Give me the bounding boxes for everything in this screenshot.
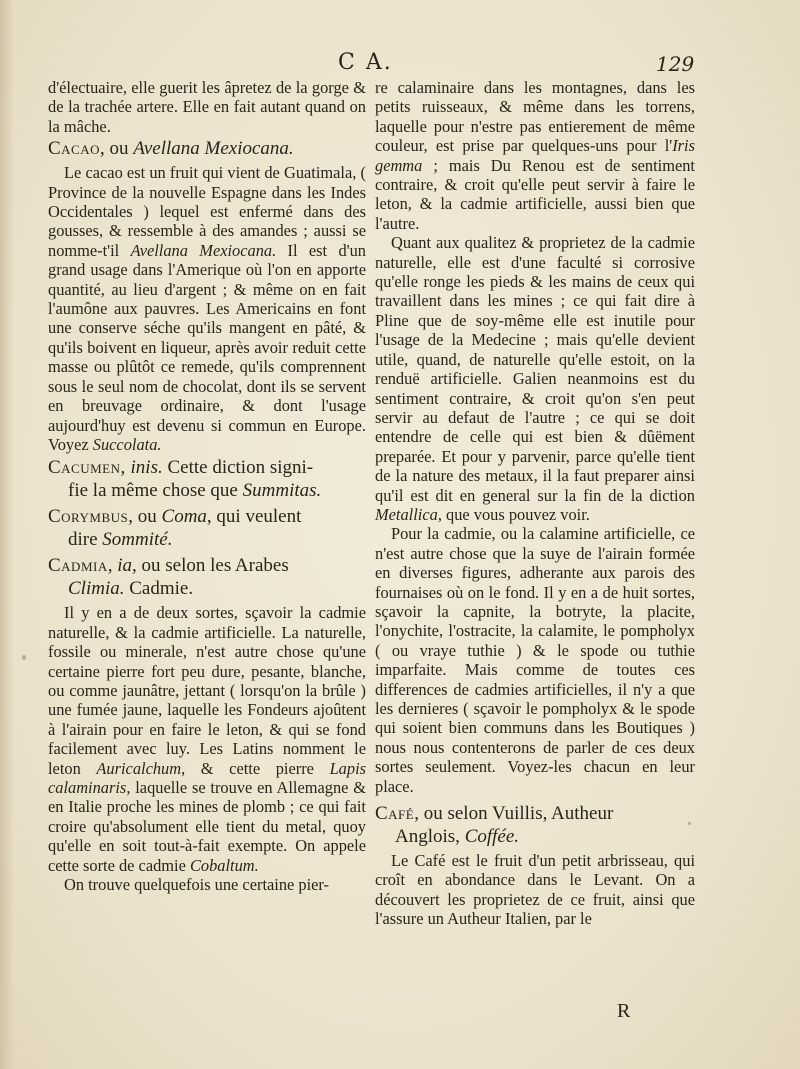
entry-latin-name: Coma — [161, 506, 207, 528]
entry-text: fie la même chose que — [68, 480, 243, 502]
entry-text: Cadmie. — [124, 578, 194, 600]
paragraph — [375, 78, 695, 233]
entry-separator: , ou — [100, 138, 134, 160]
entry-term: Corymbus — [48, 506, 129, 528]
text-run: ; mais Du Renou est de sentiment contraire, & croit qu'elle peut servir à faire le leton, & la cadmie artificielle, aussi bien que l'autre. — [375, 155, 695, 233]
right-column — [375, 78, 695, 929]
text-run: Quant aux qualitez & proprietez de la cadmie naturelle, elle est d'une faculté si corrosive qu'elle ronge les pieds & les mains de ceux qui travaillent dans les mines ; ce qui fait dire à Pline que de soy-même elle est inutile pour l'usage de la Medecine ; mais qu'elle devient utile, quand, de naturelle qu'elle estoit, on la renduë artificielle. Galien neanmoins est du sentiment contraire, & croit qu'on s'en peut servir au defaut de l'autre ; ce qui se doit entendre de celle qui est bien & dûëment preparée. Et pour y parvenir, parce qu'elle tient de la nature des metaux, il la faut preparer ainsi qu'il est dit en general sur la fin de la diction — [375, 233, 695, 505]
paragraph: On trouve quelquefois une certaine pier- — [64, 875, 330, 894]
latin-term: Avellana Mexiocana. — [130, 240, 277, 260]
paragraph: Pour la cadmie, ou la calamine artificielle, ce n'est autre chose que la suye de l'airain formée en diverses figures, adherante aux parois des fournaises où on le fond. Il y en a de huit sortes, sçavoir la capnite, la botryte, la placite, l'onychite, l'ostracite, la calamite, le pompholyx ( ou vraye tuthie ) & le spode ou tuthie imparfaite. Mais comme de toutes ces differences de cadmies artificielles, il n'y a que les dernieres ( sçavoir le pompholyx & le spode qui soient bien communs dans les Boutiques ) nous nous contenterons de parler de ces deux sortes seulement. Voyez-les chacun en leur place. — [375, 524, 695, 796]
left-column — [48, 78, 366, 894]
running-head: C A. — [338, 50, 393, 75]
entry-heading-corymbus — [48, 505, 366, 551]
entry-heading-cadmia — [48, 554, 366, 600]
entry-text: , ou selon les Arabes — [132, 555, 289, 577]
catchword: R — [617, 1000, 631, 1022]
entry-continuation — [48, 479, 366, 502]
entry-latin-name: Climia. — [68, 578, 125, 600]
page-gutter-shadow — [0, 0, 14, 1069]
paragraph — [48, 603, 366, 875]
cross-reference: Summitas. — [242, 480, 322, 502]
cross-reference: Coffée. — [464, 826, 520, 848]
text-run: , & cette pierre — [181, 758, 330, 778]
entry-term: Cadmia — [48, 555, 108, 577]
entry-term: Cacao — [48, 138, 101, 160]
cross-reference: Succolata. — [92, 434, 162, 454]
entry-continuation — [48, 528, 366, 551]
entry-text: , qui veulent — [206, 506, 302, 528]
entry-text: Cette diction signi- — [162, 457, 314, 479]
text-run: Il y en a de deux sortes, sçavoir la cadmie naturelle, & la cadmie artificielle. La naturelle, fossile ou minerale, n'est autre chose qu'une certaine pierre fort peu dure, pesante, blanche, ou comme jaunâtre, jettant ( lorsqu'on la brûle ) une fumée jaune, laquelle les Fondeurs ajoûtent à l'airain pour en faire le leton, & qui se fond facilement avec luy. Les Latins nomment le leton — [48, 603, 366, 778]
entry-continuation — [48, 577, 366, 600]
entry-text: Anglois, — [395, 826, 465, 848]
paragraph: d'électuaire, elle guerit les âpretez de la gorge & de la trachée artere. Elle en fait autant quand on la mâche. — [48, 78, 366, 136]
cross-reference: Sommité. — [102, 529, 173, 551]
paragraph — [48, 163, 366, 454]
entry-genitive: inis. — [125, 457, 163, 479]
paragraph — [375, 233, 695, 524]
entry-genitive: , ia — [107, 555, 133, 577]
paper-spot — [22, 655, 26, 660]
entry-heading-cafe — [375, 802, 695, 848]
text-run: Il est d'un grand usage dans l'Amerique où l'on en apporte quantité, au lieu d'argent ; & même on en fait l'aumône aux pauvres. Les Americains en font une conserve séche qu'ils mangent en pâté, & qu'ils boivent en liqueur, après avoir reduit cette masse ou plûtôt ce remede, qu'ils comprennent sous le seul nom de chocolat, dont ils se servent en breuvage ordinaire, & dont l'usage aujourd'huy est devenu si commun en Europe. Voyez — [48, 240, 366, 454]
text-run: , laquelle se trouve en Allemagne & en Italie proche les mines de plomb ; ce qui fait croire qu'absolument elle tient du metal, quoy qu'elle en soit tout-à-fait exempte. On appele cette sorte de cadmie — [48, 777, 366, 875]
entry-text: dire — [68, 529, 103, 551]
paragraph: Le Café est le fruit d'un petit arbrisseau, qui croît en abondance dans le Levant. On a découvert les proprietez de ce fruit, ainsi que l'assure un Autheur Italien, par le — [375, 851, 695, 929]
latin-term: Iris gemma — [375, 136, 695, 175]
text-run: re calaminaire dans les montagnes, dans les petits ruisseaux, & même dans les torrens, laquelle pour n'estre pas entierement de même couleur, est prise par quelques-uns pour l' — [375, 78, 695, 156]
latin-term: Auricalchum — [96, 758, 182, 778]
entry-continuation — [375, 825, 695, 848]
entry-heading-cacao — [48, 138, 366, 160]
entry-term: Café — [375, 803, 415, 825]
text-run: , que vous pouvez voir. — [437, 504, 590, 524]
entry-term: Cacumen, — [48, 457, 126, 479]
page-number: 129 — [656, 52, 695, 76]
entry-separator: , ou — [128, 506, 162, 528]
latin-term: Cobaltum. — [189, 855, 259, 875]
entry-heading-cacumen — [48, 456, 366, 502]
entry-text: , ou selon Vuillis, Autheur — [414, 803, 614, 825]
latin-term: Lapis calaminaris — [48, 758, 367, 797]
cross-reference: Metallica — [375, 504, 438, 524]
entry-latin-name: Avellana Mexiocana. — [133, 138, 294, 160]
text-run: Le cacao est un fruit qui vient de Guatimala, ( Province de la nouvelle Espagne dans les Indes Occidentales ) lequel est enfermé dans des gousses, & ressemble à des amandes ; aussi se nomme-t'il — [48, 163, 366, 260]
